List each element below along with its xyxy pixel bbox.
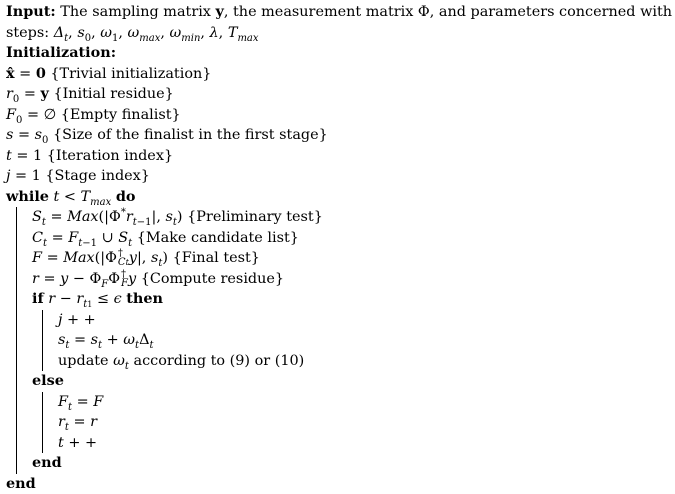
init-line-xhat: x̂ = 0 {Trivial initialization}	[6, 64, 672, 85]
while-line: while $t < T_{max}$ do	[6, 187, 672, 208]
comment-residue: {Compute residue}	[141, 271, 284, 287]
else-body	[42, 392, 672, 454]
initialization-heading: Initialization:	[6, 43, 672, 64]
init-line-r0: $r_0 = y$ {Initial residue}	[6, 84, 672, 105]
loop-line-st: $S_t = Max(|\Phi^*r_{t-1}|$, $s_t$) {Preliminary test}	[32, 207, 672, 228]
comment-final: {Final test}	[173, 250, 260, 266]
y-symbol: y	[216, 3, 224, 20]
end-while-line: end	[6, 474, 672, 494]
else-line-t: t + +	[58, 433, 672, 454]
input-text: The sampling matrix	[60, 4, 215, 20]
else-line: else	[32, 371, 672, 392]
init-line-t: t = 1 {Iteration index}	[6, 146, 672, 167]
end-if-line: end	[32, 453, 672, 474]
input-keyword: Input:	[6, 3, 56, 20]
if-line-j: j + +	[58, 310, 672, 331]
input-line-2: steps: $\Delta_t$, $s_0$, $\omega_1$, $\omega_{max}$, $\omega_{min}$, λ, $T_{max}$	[6, 23, 672, 44]
comment-empty-finalist: {Empty finalist}	[61, 107, 181, 123]
init-line-s: $s = s_0$ {Size of the finalist in the first stage}	[6, 125, 672, 146]
if-line: if $r - r_{t1} \le \epsilon$ then	[32, 289, 672, 310]
comment-size-finalist: {Size of the finalist in the first stage}	[53, 127, 328, 143]
while-body	[16, 207, 672, 474]
input-text-mid: , the measurement matrix Φ, and parameters concerned with	[224, 4, 672, 20]
comment-iteration-index: {Iteration index}	[47, 148, 173, 164]
comment-preliminary: {Preliminary test}	[187, 209, 323, 225]
loop-line-f: F = Max(|Φ † Ct y|, $s_t$) {Final test}	[32, 248, 672, 269]
if-body	[42, 310, 672, 372]
comment-trivial: {Trivial initialization}	[50, 66, 211, 82]
else-line-ft: $F_t = F$	[58, 392, 672, 413]
algorithm-block	[6, 2, 672, 494]
input-line-1	[6, 2, 672, 23]
init-line-j: j = 1 {Stage index}	[6, 166, 672, 187]
comment-candidate: {Make candidate list}	[137, 230, 299, 246]
comment-initial-residue: {Initial residue}	[53, 86, 173, 102]
if-line-update: update $\omega_t$ according to (9) or (10)	[58, 351, 672, 372]
else-line-rt: $r_t = r$	[58, 412, 672, 433]
loop-line-r: $r = y - \Phi_F\Phi$ † F y {Compute residue}	[32, 269, 672, 290]
input-steps-text: steps:	[6, 25, 54, 41]
loop-line-ct: $C_t = F_{t-1}$ ∪ $S_t$ {Make candidate list}	[32, 228, 672, 249]
init-line-f0: $F_0$ = ∅ {Empty finalist}	[6, 105, 672, 126]
comment-stage-index: {Stage index}	[45, 168, 150, 184]
if-line-st: $s_t = s_t + \omega_t\Delta_t$	[58, 330, 672, 351]
